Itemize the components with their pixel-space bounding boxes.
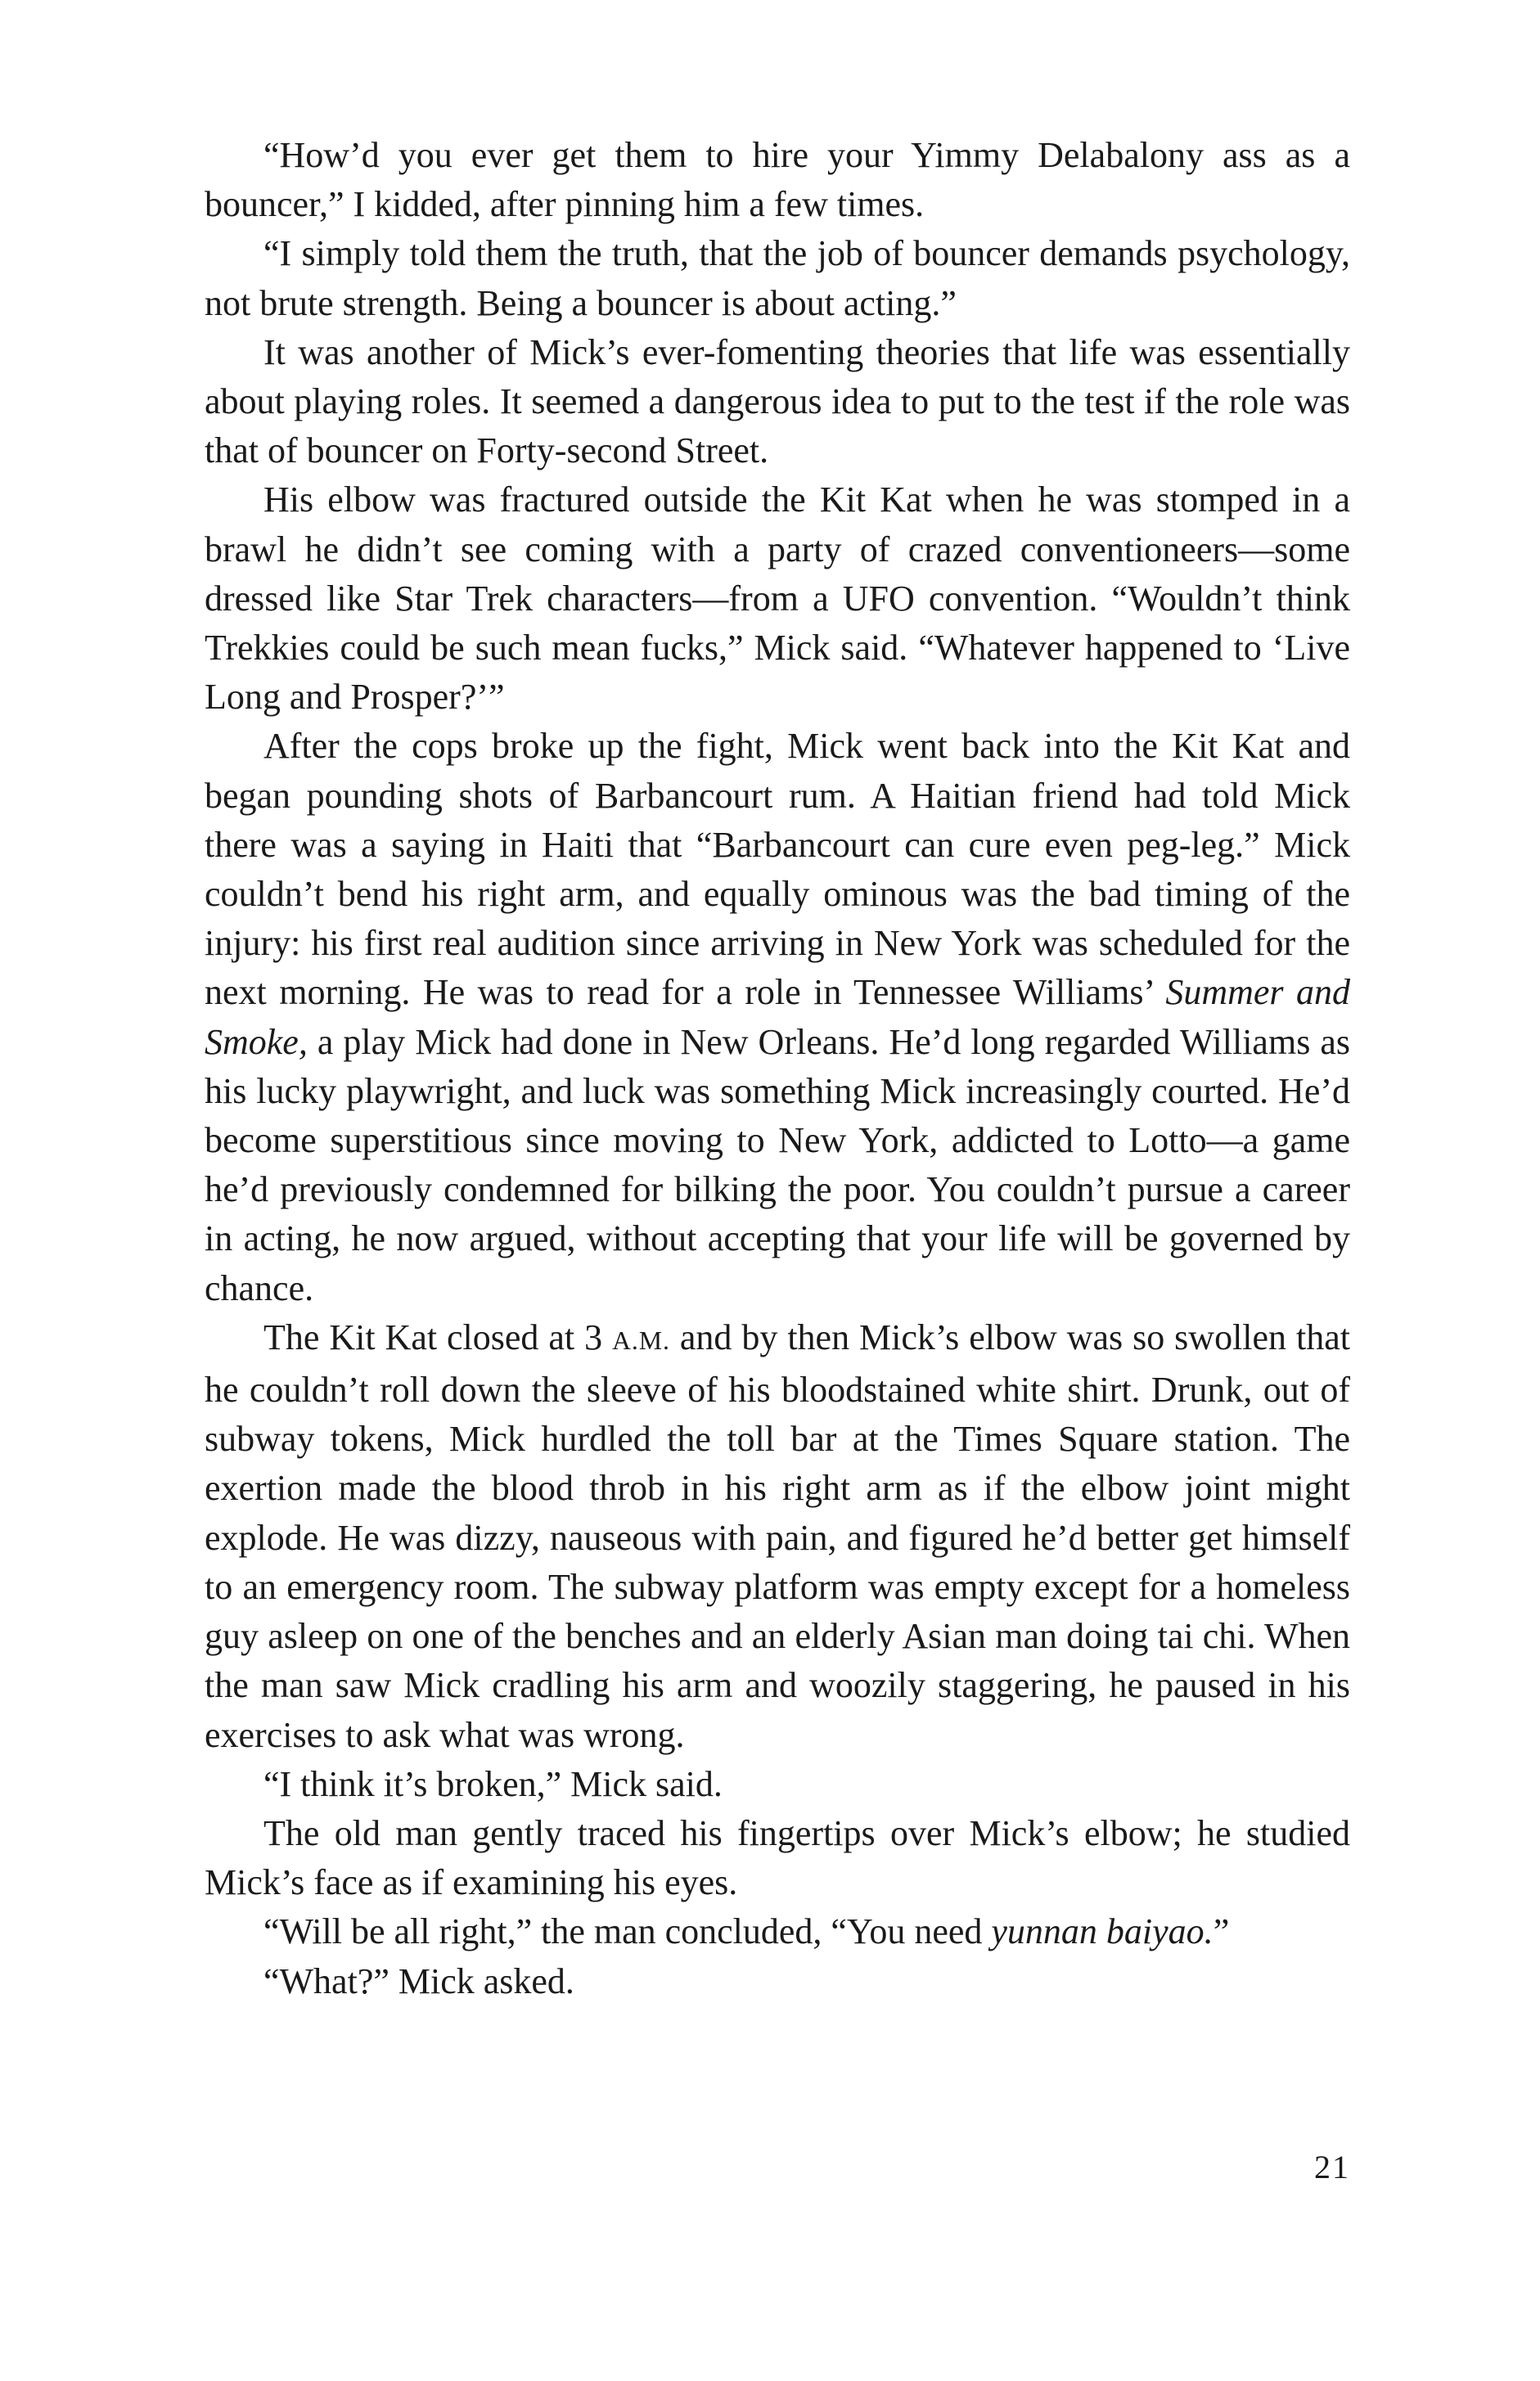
remedy-term: yunnan baiyao.: [991, 1911, 1214, 1952]
paragraph-9-text-a: “Will be all right,” the man concluded, “You need: [263, 1911, 992, 1952]
paragraph-5-text-b: a play Mick had done in New Orleans. He’d long regarded Williams as his lucky playwright, and luck was something Mick increasingly courted. He’d become superstitious since moving to New York, addicted to Lotto—a game he’d previously condemned for bilking the poor. You couldn’t pursue a career in acting, he now argued, without accepting that your life will be governed by chance.: [205, 1021, 1350, 1308]
paragraph-1: “How’d you ever get them to hire your Yimmy Delabalony ass as a bouncer,” I kidded, after pinning him a few times.: [205, 135, 1350, 225]
paragraph-5: [205, 722, 1350, 1312]
paragraph-8: The old man gently traced his fingertips over Mick’s elbow; he studied Mick’s face as if examining his eyes.: [205, 1812, 1350, 1903]
paragraph-9-text-b: ”: [1213, 1911, 1230, 1952]
paragraph-6: [205, 1313, 1350, 1760]
paragraph-2: “I simply told them the truth, that the job of bouncer demands psychology, not brute strength. Being a bouncer is about acting.”: [205, 233, 1350, 323]
paragraph-6-text-b: and by then Mick’s elbow was so swollen that he couldn’t roll down the sleeve of his bloodstained white shirt. Drunk, out of subway tokens, Mick hurdled the toll bar at the Times Square station. The exertion made the blood throb in his right arm as if the elbow joint might explode. He was dizzy, nauseous with pain, and figured he’d better get himself to an emergency room. The subway platform was empty except for a homeless guy asleep on one of the benches and an elderly Asian man doing tai chi. When the man saw Mick cradling his arm and woozily staggering, he paused in his exercises to ask what was wrong.: [205, 1317, 1350, 1755]
paragraph-9: [205, 1907, 1350, 1956]
time-abbreviation: A.M.: [612, 1326, 670, 1355]
page-number: 21: [1314, 2149, 1350, 2185]
paragraph-5-text-a: After the cops broke up the fight, Mick went back into the Kit Kat and began pounding shots of Barbancourt rum. A Haitian friend had told Mick there was a saying in Haiti that “Barbancourt can cure even peg-leg.” Mick couldn’t bend his right arm, and equally ominous was the bad timing of the injury: his first real audition since arriving in New York was scheduled for the next morning. He was to read for a role in Tennessee Williams’: [205, 726, 1350, 1013]
paragraph-4: His elbow was fractured outside the Kit Kat when he was stomped in a brawl he didn’t see coming with a party of crazed conventioneers—some dressed like Star Trek characters—from a UFO convention. “Wouldn’t think Trekkies could be such mean fucks,” Mick said. “Whatever happened to ‘Live Long and Prosper?’”: [205, 479, 1350, 718]
paragraph-7: “I think it’s broken,” Mick said.: [263, 1763, 723, 1804]
play-title: Summer and Smoke,: [205, 972, 1350, 1062]
paragraph-6-text-a: The Kit Kat closed at 3: [263, 1317, 613, 1357]
paragraph-10: “What?” Mick asked.: [263, 1960, 574, 2001]
page-body: [205, 131, 1350, 2006]
paragraph-3: It was another of Mick’s ever-fomenting theories that life was essentially about playing roles. It seemed a dangerous idea to put to the test if the role was that of bouncer on Forty-second Street.: [205, 331, 1350, 471]
